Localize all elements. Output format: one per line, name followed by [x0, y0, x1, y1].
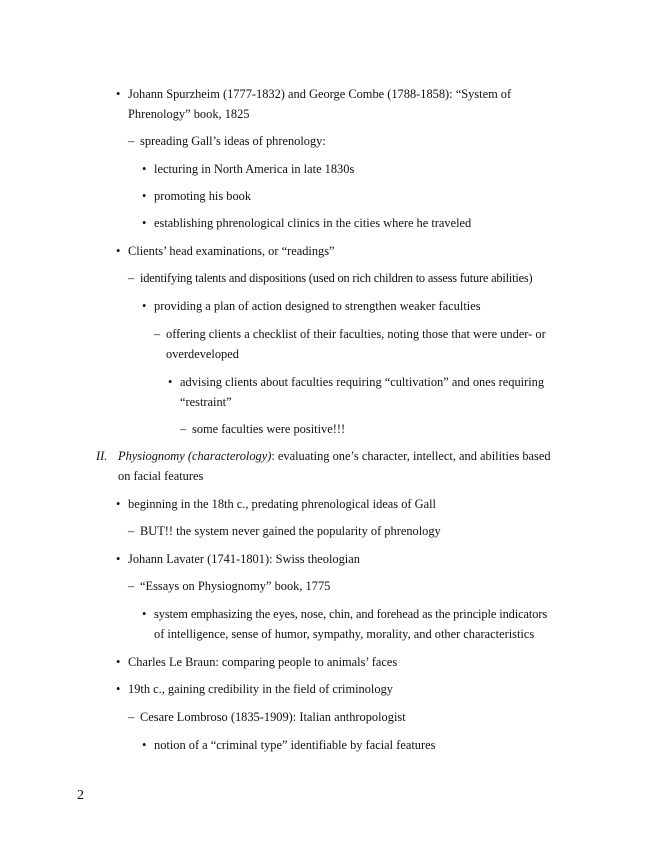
section-heading-continuation — [118, 466, 203, 486]
list-item — [116, 84, 511, 104]
list-item-continuation — [166, 344, 239, 364]
list-item-text: lecturing in North America in late 1830s — [154, 162, 355, 176]
list-item-text: “restraint” — [180, 395, 232, 409]
bullet-marker: • — [116, 552, 121, 566]
list-item-text: Cesare Lombroso (1835-1909): Italian anthropologist — [140, 710, 406, 724]
list-item — [128, 576, 330, 596]
bullet-marker: • — [142, 738, 147, 752]
list-item-text: establishing phrenological clinics in the cities where he traveled — [154, 216, 472, 230]
page-number: 2 — [77, 788, 84, 803]
dash-marker: – — [180, 422, 187, 436]
list-item-text: identifying talents and dispositions (used on rich children to assess future abilities) — [140, 271, 533, 285]
section-title: Physiognomy (characterology) — [118, 449, 272, 463]
list-item — [168, 372, 544, 392]
dash-marker: – — [128, 524, 135, 538]
list-item — [142, 296, 481, 316]
section-description: : evaluating one’s character, intellect, and abilities based — [271, 449, 551, 463]
section-heading — [96, 446, 551, 466]
list-item — [116, 652, 397, 672]
list-item — [142, 735, 435, 755]
dash-marker: – — [128, 579, 135, 593]
list-item-text: Johann Lavater (1741-1801): Swiss theologian — [128, 552, 360, 566]
list-item — [142, 213, 471, 233]
list-item-text: advising clients about faculties requiring “cultivation” and ones requiring — [180, 375, 545, 389]
dash-marker: – — [128, 134, 135, 148]
list-item-text: “Essays on Physiognomy” book, 1775 — [140, 579, 331, 593]
bullet-marker: • — [142, 299, 147, 313]
list-item-continuation — [154, 624, 534, 644]
list-item — [128, 131, 326, 151]
bullet-marker: • — [142, 189, 147, 203]
list-item-text: beginning in the 18th c., predating phrenological ideas of Gall — [128, 497, 436, 511]
list-item-text: system emphasizing the eyes, nose, chin, and forehead as the principle indicators — [154, 607, 548, 621]
list-item-text: Johann Spurzheim (1777-1832) and George Combe (1788-1858): “System of — [128, 87, 512, 101]
list-item-text: Charles Le Braun: comparing people to animals’ faces — [128, 655, 398, 669]
list-item — [116, 241, 335, 261]
list-item-text: 19th c., gaining credibility in the field of criminology — [128, 682, 393, 696]
list-item-text: promoting his book — [154, 189, 252, 203]
bullet-marker: • — [168, 375, 173, 389]
dash-marker: – — [128, 710, 135, 724]
bullet-marker: • — [116, 244, 121, 258]
list-item — [154, 324, 546, 344]
bullet-marker: • — [116, 682, 121, 696]
list-item-text: providing a plan of action designed to strengthen weaker faculties — [154, 299, 481, 313]
list-item-text: Clients’ head examinations, or “readings” — [128, 244, 335, 258]
list-item — [116, 494, 436, 514]
list-item-continuation — [180, 392, 232, 412]
dash-marker: – — [154, 327, 161, 341]
list-item — [116, 549, 360, 569]
list-item — [142, 159, 354, 179]
roman-numeral-marker: II. — [96, 449, 108, 463]
section-description: on facial features — [118, 469, 204, 483]
list-item-text: some faculties were positive!!! — [192, 422, 346, 436]
dash-marker: – — [128, 271, 135, 285]
bullet-marker: • — [116, 497, 121, 511]
list-item-text: overdeveloped — [166, 347, 239, 361]
list-item — [180, 419, 345, 439]
bullet-marker: • — [116, 655, 121, 669]
list-item-text: of intelligence, sense of humor, sympathy, morality, and other characteristics — [154, 627, 535, 641]
list-item — [128, 268, 532, 288]
bullet-marker: • — [116, 87, 121, 101]
list-item-text: Phrenology” book, 1825 — [128, 107, 250, 121]
list-item-continuation — [128, 104, 250, 124]
list-item-text: offering clients a checklist of their faculties, noting those that were under- or — [166, 327, 546, 341]
list-item — [128, 521, 441, 541]
list-item-text: spreading Gall’s ideas of phrenology: — [140, 134, 326, 148]
bullet-marker: • — [142, 216, 147, 230]
list-item-text: notion of a “criminal type” identifiable by facial features — [154, 738, 436, 752]
list-item — [128, 707, 406, 727]
bullet-marker: • — [142, 162, 147, 176]
bullet-marker: • — [142, 607, 147, 621]
list-item — [142, 186, 251, 206]
list-item — [116, 679, 393, 699]
list-item — [142, 604, 547, 624]
list-item-text: BUT!! the system never gained the popularity of phrenology — [140, 524, 441, 538]
